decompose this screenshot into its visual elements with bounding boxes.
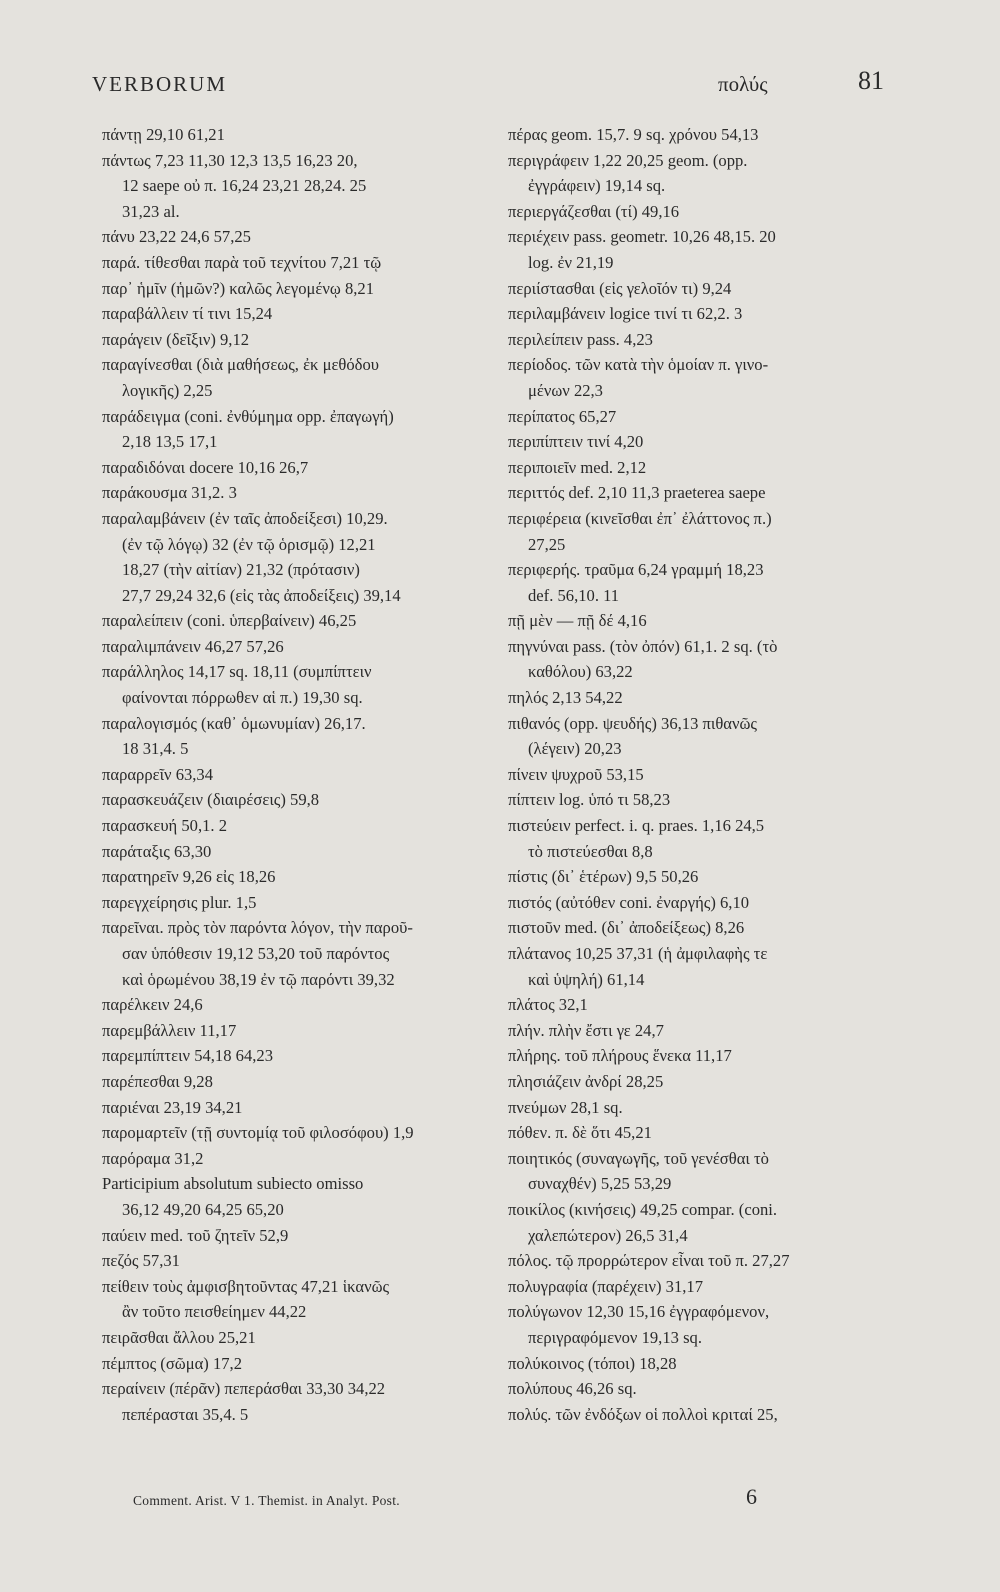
index-entry-continuation: 12 saepe οὐ π. 16,24 23,21 28,24. 25 (122, 176, 367, 196)
index-entry: παρεμπίπτειν 54,18 64,23 (102, 1046, 274, 1066)
index-entry: περιίστασθαι (εἰς γελοῖόν τι) 9,24 (508, 278, 732, 298)
index-entry: περίπατος 65,27 (508, 406, 617, 426)
index-entry-continuation: 18,27 (τὴν αἰτίαν) 21,32 (πρότασιν) (122, 560, 360, 580)
index-entry: πεζός 57,31 (102, 1251, 180, 1271)
index-entry: παρέλκειν 24,6 (102, 995, 203, 1015)
running-head-keyword: πολύς (718, 72, 768, 96)
index-entry-continuation: 36,12 49,20 64,25 65,20 (122, 1199, 284, 1219)
index-entry: πῇ μὲν — πῇ δέ 4,16 (508, 611, 647, 631)
index-entry-continuation: def. 56,10. 11 (528, 585, 620, 605)
index-entry-continuation: χαλεπώτερον) 26,5 31,4 (528, 1225, 688, 1245)
index-entry: παρασκευάζειν (διαιρέσεις) 59,8 (102, 790, 320, 810)
index-entry: παρασκευή 50,1. 2 (102, 816, 227, 836)
index-entry: περιφέρεια (κινεῖσθαι ἐπ᾽ ἐλάττονος π.) (508, 508, 772, 528)
index-entry-continuation: φαίνονται πόρρωθεν αἱ π.) 19,30 sq. (122, 688, 363, 708)
index-entry: πέμπτος (σῶμα) 17,2 (102, 1353, 243, 1373)
index-entry: παραλογισμός (καθ᾽ ὁμωνυμίαν) 26,17. (102, 713, 366, 733)
index-entry: περιεργάζεσθαι (τί) 49,16 (508, 201, 680, 221)
index-entry: παράλληλος 14,17 sq. 18,11 (συμπίπτειν (102, 662, 372, 682)
index-entry: πείθειν τοὺς ἀμφισβητοῦντας 47,21 ἱκανῶς (102, 1276, 390, 1296)
index-entry: πίνειν ψυχροῦ 53,15 (508, 764, 644, 784)
index-entry-continuation: 31,23 al. (122, 201, 180, 221)
index-entry-continuation: τὸ πιστεύεσθαι 8,8 (528, 841, 653, 861)
index-entry: παριέναι 23,19 34,21 (102, 1097, 243, 1117)
index-entry: πάντῃ 29,10 61,21 (102, 125, 225, 144)
index-entry: περιποιεῖν med. 2,12 (508, 457, 647, 477)
index-entry: παρέπεσθαι 9,28 (102, 1071, 213, 1091)
index-entry: παράταξις 63,30 (102, 841, 212, 861)
index-entry: παρεῖναι. πρὸς τὸν παρόντα λόγον, τὴν παροῦ- (102, 918, 413, 938)
index-entry: πνεύμων 28,1 sq. (508, 1097, 623, 1117)
index-entry: πλησιάζειν ἀνδρί 28,25 (508, 1071, 664, 1091)
index-entry: παρομαρτεῖν (τῇ συντομίᾳ τοῦ φιλοσόφου) 1,9 (102, 1123, 414, 1143)
index-entry-continuation: 2,18 13,5 17,1 (122, 432, 218, 452)
index-entry-continuation: log. ἐν 21,19 (528, 252, 614, 272)
index-entry: παρεμβάλλειν 11,17 (102, 1020, 237, 1040)
index-entry: περιπίπτειν τινί 4,20 (508, 432, 644, 452)
index-entry: παραβάλλειν τί τινι 15,24 (102, 304, 273, 324)
page-number: 81 (858, 66, 884, 95)
index-column-left (102, 122, 490, 1427)
index-entry: παράκουσμα 31,2. 3 (102, 483, 237, 503)
index-entry: πάντως 7,23 11,30 12,3 13,5 16,23 20, (102, 150, 358, 170)
running-head-left: VERBORUM (92, 72, 228, 96)
index-entry: περιφερής. τραῦμα 6,24 γραμμή 18,23 (508, 560, 764, 580)
index-entry: πλήρης. τοῦ πλήρους ἕνεκα 11,17 (508, 1046, 732, 1066)
index-entry: παράδειγμα (coni. ἐνθύμημα opp. ἐπαγωγή) (102, 406, 394, 426)
footnote: Comment. Arist. V 1. Themist. in Analyt. Post. (133, 1493, 400, 1508)
index-entry: περαίνειν (πέρᾶν) πεπεράσθαι 33,30 34,22 (102, 1379, 386, 1399)
index-entry: πολυγραφία (παρέχειν) 31,17 (508, 1276, 703, 1296)
index-entry: παραλείπειν (coni. ὑπερβαίνειν) 46,25 (102, 611, 357, 631)
index-entry: πολύκοινος (τόποι) 18,28 (508, 1353, 677, 1373)
index-entry: παραδιδόναι docere 10,16 26,7 (102, 457, 309, 477)
index-entry: παραρρεῖν 63,34 (102, 764, 214, 784)
index-entry-continuation: καθόλου) 63,22 (528, 662, 633, 682)
index-entry: πόθεν. π. δὲ ὅτι 45,21 (508, 1123, 652, 1143)
index-entry: περίοδος. τῶν κατὰ τὴν ὁμοίαν π. γινο- (508, 355, 769, 375)
index-entry: πέρας geom. 15,7. 9 sq. χρόνου 54,13 (508, 125, 759, 144)
index-entry: πολύς. τῶν ἐνδόξων οἱ πολλοὶ κριταί 25, (508, 1404, 778, 1424)
index-entry: παρόραμα 31,2 (102, 1148, 204, 1168)
index-entry: πολύγωνον 12,30 15,16 ἐγγραφόμενον, (508, 1302, 770, 1322)
index-entry: πιθανός (opp. ψευδής) 36,13 πιθανῶς (508, 713, 757, 733)
index-entry-continuation: συναχθέν) 5,25 53,29 (528, 1174, 672, 1194)
index-entry-continuation: σαν ὑπόθεσιν 19,12 53,20 τοῦ παρόντος (122, 944, 390, 963)
index-entry-continuation: ἂν τοῦτο πεισθείημεν 44,22 (122, 1302, 307, 1322)
index-entry: πίστις (δι᾽ ἑτέρων) 9,5 50,26 (508, 867, 699, 887)
index-entry: πιστός (αὐτόθεν coni. ἐναργής) 6,10 (508, 892, 750, 912)
index-entry: ποικίλος (κινήσεις) 49,25 compar. (coni. (508, 1199, 778, 1219)
index-entry-continuation: 27,7 29,24 32,6 (εἰς τὰς ἀποδείξεις) 39,14 (122, 585, 401, 605)
index-entry: πιστοῦν med. (δι᾽ ἀποδείξεως) 8,26 (508, 918, 745, 938)
index-entry-continuation: (ἐν τῷ λόγῳ) 32 (ἐν τῷ ὁρισμῷ) 12,21 (122, 534, 376, 554)
index-entry: παρατηρεῖν 9,26 εἰς 18,26 (102, 867, 276, 887)
index-entry: πολύπους 46,26 sq. (508, 1379, 637, 1399)
index-entry-continuation: 18 31,4. 5 (122, 739, 189, 759)
index-entry: πλάτος 32,1 (508, 995, 588, 1015)
index-entry: πλάτανος 10,25 37,31 (ἡ ἀμφιλαφὴς τε (508, 944, 768, 963)
index-entry: περιλαμβάνειν logice τινί τι 62,2. 3 (508, 304, 743, 324)
index-entry: ποιητικός (συναγωγῆς, τοῦ γενέσθαι τὸ (508, 1148, 769, 1168)
index-entry: περιέχειν pass. geometr. 10,26 48,15. 20 (508, 227, 776, 247)
index-entry-continuation: καὶ ὁρωμένου 38,19 ἐν τῷ παρόντι 39,32 (122, 969, 395, 989)
index-entry: παρεγχείρησις plur. 1,5 (102, 892, 257, 912)
index-entry: παρά. τίθεσθαι παρὰ τοῦ τεχνίτου 7,21 τῷ (102, 252, 382, 272)
index-entry: παραγίνεσθαι (διὰ μαθήσεως, ἐκ μεθόδου (102, 355, 380, 375)
index-entry: περιττός def. 2,10 11,3 praeterea saepe (508, 483, 766, 503)
index-entry-continuation: ἐγγράφειν) 19,14 sq. (528, 176, 666, 196)
index-entry: περιλείπειν pass. 4,23 (508, 329, 653, 349)
index-entry: πιστεύειν perfect. i. q. praes. 1,16 24,5 (508, 816, 765, 836)
index-entry-continuation: περιγραφόμενον 19,13 sq. (528, 1327, 702, 1347)
index-entry-continuation: μένων 22,3 (528, 380, 603, 400)
index-entry: περιγράφειν 1,22 20,25 geom. (opp. (508, 150, 748, 170)
index-entry-continuation: πεπέρασται 35,4. 5 (122, 1404, 249, 1424)
index-entry-continuation: (λέγειν) 20,23 (528, 739, 622, 759)
index-entry: παύειν med. τοῦ ζητεῖν 52,9 (102, 1225, 289, 1245)
index-entry: πηγνύναι pass. (τὸν ὀπόν) 61,1. 2 sq. (τὸ (508, 636, 778, 656)
index-entry-continuation: καὶ ὑψηλή) 61,14 (528, 969, 645, 989)
index-entry: παράγειν (δεῖξιν) 9,12 (102, 329, 250, 349)
index-entry: Participium absolutum subiecto omisso (102, 1174, 364, 1194)
index-entry: πειρᾶσθαι ἄλλου 25,21 (102, 1327, 256, 1347)
index-entry: παραλιμπάνειν 46,27 57,26 (102, 636, 284, 656)
index-entry: πόλος. τῷ προρρώτερον εἶναι τοῦ π. 27,27 (508, 1251, 790, 1271)
index-entry: πλήν. πλὴν ἔστι γε 24,7 (508, 1020, 664, 1040)
index-entry: πάνυ 23,22 24,6 57,25 (102, 227, 251, 247)
index-entry-continuation: 27,25 (528, 534, 566, 554)
index-entry-continuation: λογικῆς) 2,25 (122, 380, 213, 400)
index-entry: πηλός 2,13 54,22 (508, 688, 623, 708)
index-entry: παραλαμβάνειν (ἐν ταῖς ἀποδείξεσι) 10,29. (102, 508, 388, 528)
index-entry: πίπτειν log. ὑπό τι 58,23 (508, 790, 671, 810)
index-entry: παρ᾽ ἡμῖν (ἡμῶν?) καλῶς λεγομένῳ 8,21 (102, 278, 374, 298)
index-column-right (508, 122, 903, 1427)
signature-mark: 6 (746, 1484, 757, 1509)
